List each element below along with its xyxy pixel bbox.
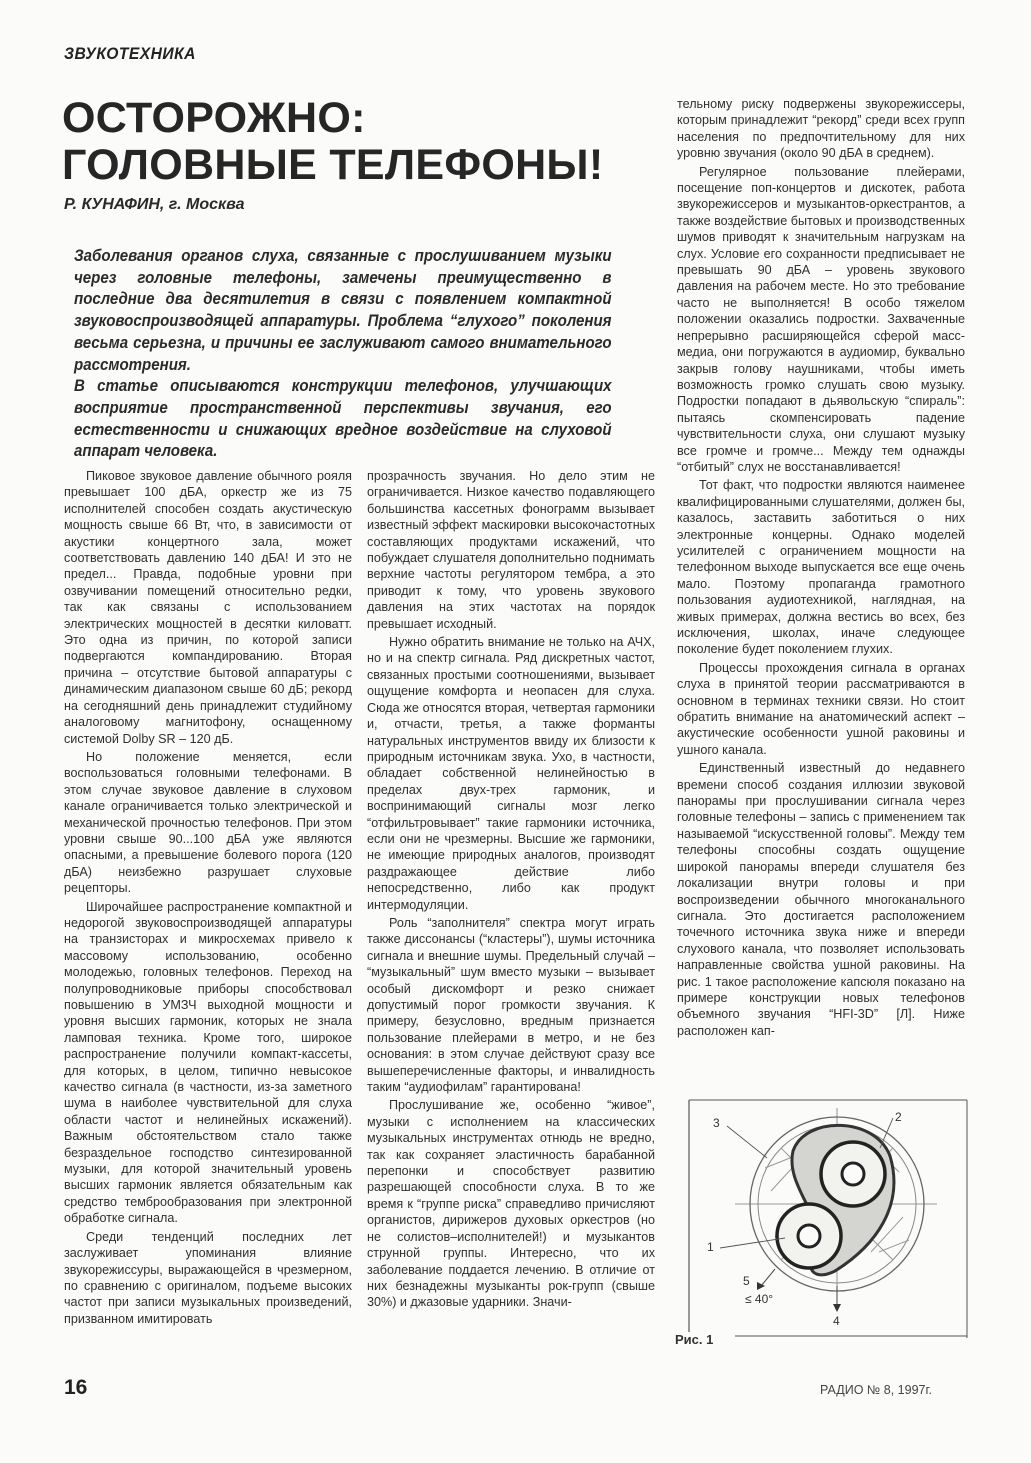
article-title-line-2: ГОЛОВНЫЕ ТЕЛЕФОНЫ! — [62, 141, 604, 189]
body-paragraph: Роль “заполнителя” спектра могут играть также диссонансы (“кластеры”), шумы источника сигнала и внешние шумы. Предельный случай – “музыкальный” шум вместо музыки – вызывает особый дискомфорт и резко снижает допустимый порог громкости звучания. К примеру, безусловно, вредным признается пользование плейерами в метро, и не без основания: в этом случае действуют сразу все вышеперечисленные факторы, и инвалидность таким “аудиофилам” гарантирована! — [367, 915, 655, 1095]
figure-1-headphone-diagram — [675, 1096, 971, 1350]
figure-label-1: 1 — [707, 1240, 714, 1254]
article-title-line-1: ОСТОРОЖНО: — [62, 94, 366, 142]
body-paragraph: Регулярное пользование плейерами, посещение поп-концертов и дискотек, работа звукорежиссеров и музыкантов-оркестрантов, а также воздействие бытовых и производственных шумов приводят к значительным нагрузкам на слух. Условие его сохранности предписывает не превышать 90 дБА – уровень звукового давления на рабочем месте. Но это требование часто не выполняется! В особо тяжелом положении оказались подростки. Захваченные непрерывно расширяющейся сферой масс-медиа, они погружаются в аудиомир, буквально закрыв голову наушниками, чтобы иметь возможность громко слушать свою музыку. Подростки попадают в дьявольскую “спираль”: пытаясь скомпенсировать падение чувствительности слуха, они слушают музыку все громче и громче... Между тем однажды “отбитый” слух не восстанавливается! — [677, 164, 965, 474]
figure-label-5: 5 — [743, 1274, 750, 1288]
body-paragraph: Пиковое звуковое давление обычного рояля превышает 100 дБА, оркестр же из 75 исполнителей способен создать акустическую мощность свыше 66 Вт, что, в зависимости от акустики концертного зала, может соответствовать давлению 140 дБА! И это не предел... Правда, подобные уровни при озвучивании помещений относительно редки, так как связаны с использованием электрических мощностей в десятки киловатт. Это одна из причин, по которой записи подвергаются компандированию. Вторая причина – отсутствие бытовой аппаратуры с динамическим диапазоном свыше 60 дБ; рекорд на сегодняшний день принадлежит студийному аналоговому магнитофону, оснащенному системой Dolby SR – 120 дБ. — [64, 469, 352, 746]
body-paragraph: тельному риску подвержены звукорежиссеры, которым принадлежит “рекорд” среди всех групп населения по предпочтительному для них уровню звучания (около 90 дБА в среднем). — [677, 97, 965, 161]
text-column-3 — [677, 96, 965, 1041]
body-paragraph: Тот факт, что подростки являются наименее квалифицированными слушателями, должен бы, казалось, заставить заботиться о них электронные концерны. Однако моделей усилителей с ограничением мощности на телефонном выходе выпускается все еще очень мало. Поэтому пропаганда грамотного пользования аудиотехникой, наглядная, на живых примерах, должна вестись во всех, без исключения, школах, иначе следующее поколение будет поколением глухих. — [677, 478, 965, 657]
body-paragraph: Процессы прохождения сигнала в органах слуха в принятой теории рассматриваются в основном в терминах техники связи. Но стоит обратить внимание на анатомический аспект – акустические особенности ушной раковины и ушного канала. — [677, 660, 965, 757]
article-title — [62, 95, 603, 189]
article-author: Р. КУНАФИН, г. Москва — [64, 196, 245, 213]
section-rubric: ЗВУКОТЕХНИКА — [64, 44, 196, 63]
headphone-capsule-diagram-icon — [675, 1096, 971, 1350]
figure-angle-label: ≤ 40° — [745, 1292, 774, 1306]
body-paragraph: Единственный известный до недавнего времени способ создания иллюзии звуковой панорамы при прослушивании сигнала через головные телефоны – запись с применением так называемой “искусственной головы”. Между тем телефоны способны создать ощущение широкой панорамы впереди слушателя без локализации внутри головы и при воспроизведении обычного многоканального сигнала. Это достигается расположением точечного источника звука ниже и впереди слухового канала, что позволяет использовать направленные свойства ушной раковины. На рис. 1 такое расположение капсюля показано на примере конструкции новых телефонов объемного звучания “HFI-3D” [Л]. Ниже расположен кап- — [677, 761, 965, 1038]
text-column-1 — [64, 468, 352, 1329]
body-paragraph: Широчайшее распространение компактной и недорогой звуковоспроизводящей аппаратуры на транзисторах и микросхемах привело к массовому использованию, особенно молодежью, головных телефонов. Переход на полупроводниковые приборы способствовал повышению в УМЗЧ выходной мощности и уровня высших гармоник, которых не знала ламповая техника. Кроме того, широкое распространение получили компакт-кассеты, для которых, в целом, типично невысокое качество сигнала (в частности, из-за заметного шума в наиболее чувствительной для слуха области частот и нелинейных искажений). Важным обстоятельством стало также безраздельное господство синтезированной музыки, для которой значительный уровень высших гармоник является обязательным как средство темброобразования при электронной обработке сигнала. — [64, 899, 352, 1226]
figure-label-3: 3 — [713, 1116, 720, 1130]
magazine-issue: РАДИО № 8, 1997г. — [820, 1383, 932, 1397]
figure-caption: Рис. 1 — [675, 1332, 717, 1347]
body-paragraph: прозрачность звучания. Но дело этим не ограничивается. Низкое качество подавляющего большинства кассетных фонограмм вызывает известный эффект маскировки высокочастотных составляющих продуктами искажений, что побуждает слушателя дополнительно поднимать верхние частоты регулятором тембра, а это приводит к тому, что уровень звукового давления на этих частотах на порядок превышает исходный. — [367, 469, 655, 631]
figure-label-2: 2 — [895, 1110, 902, 1124]
lead-paragraph: Заболевания органов слуха, связанные с прослушиванием музыки через головные телефоны, замечены преимущественно в последние два десятилетия в связи с появлением компактной звуковоспроизводящей аппаратуры. Проблема “глухого” поколения весьма серьезна, и причины ее заслуживают самого внимательного рассмотрения. — [74, 247, 612, 374]
article-lead — [74, 246, 612, 463]
lead-paragraph: В статье описываются конструкции телефонов, улучшающих восприятие пространственной перспективы звучания, его естественности и снижающих вредное воздействие на слуховой аппарат человека. — [74, 377, 612, 461]
text-column-2 — [367, 468, 655, 1313]
body-paragraph: Нужно обратить внимание не только на АЧХ, но и на спектр сигнала. Ряд дискретных частот, связанных простыми соотношениями, вызывает ощущение комфорта и неопасен для слуха. Сюда же относятся вторая, четвертая гармоники и, отчасти, третья, а также форманты натуральных инструментов ввиду их близости к природным источникам звука. Ухо, в частности, обладает собственной нелинейностью в пределах двух-трех гармоник, и воспринимающий сигналы мозг легко “отфильтровывает” такие гармоники источника, если они не чрезмерны. Высшие же гармоники, не имеющие природных аналогов, производят раздражающее действие либо непосредственно, либо как продукт интермодуляции. — [367, 635, 655, 912]
body-paragraph: Среди тенденций последних лет заслуживает упоминания влияние звукорежиссуры, выражающейся в чрезмерном, по сравнению с оригиналом, подъеме высоких частот при записи музыкальных произведений, призванном имитировать — [64, 1229, 352, 1326]
figure-label-4: 4 — [833, 1314, 840, 1328]
body-paragraph: Но положение меняется, если воспользоваться головными телефонами. В этом случае звуковое давление в слуховом канале ограничивается только электрической и механической прочностью телефонов. При этом уровни свыше 90...100 дБА уже являются опасными, а превышение болевого порога (120 дБА) неизбежно разрушает слуховые рецепторы. — [64, 749, 352, 896]
body-paragraph: Прослушивание же, особенно “живое”, музыки с исполнением на классических музыкальных инструментах отнюдь не вредно, так как сохраняет эластичность барабанной перепонки и способствует развитию разрешающей способности слуха. В то же время к “группе риска” справедливо причисляют органистов, дирижеров духовых оркестров (но не солистов–исполнителей!) и музыкантов струнной группы. Интересно, что их заболевание поддается лечению. В отличие от них безнадежны музыканты рок-групп (свыше 30%) и джазовые ударники. Значи- — [367, 1098, 655, 1310]
page-number: 16 — [64, 1376, 88, 1399]
